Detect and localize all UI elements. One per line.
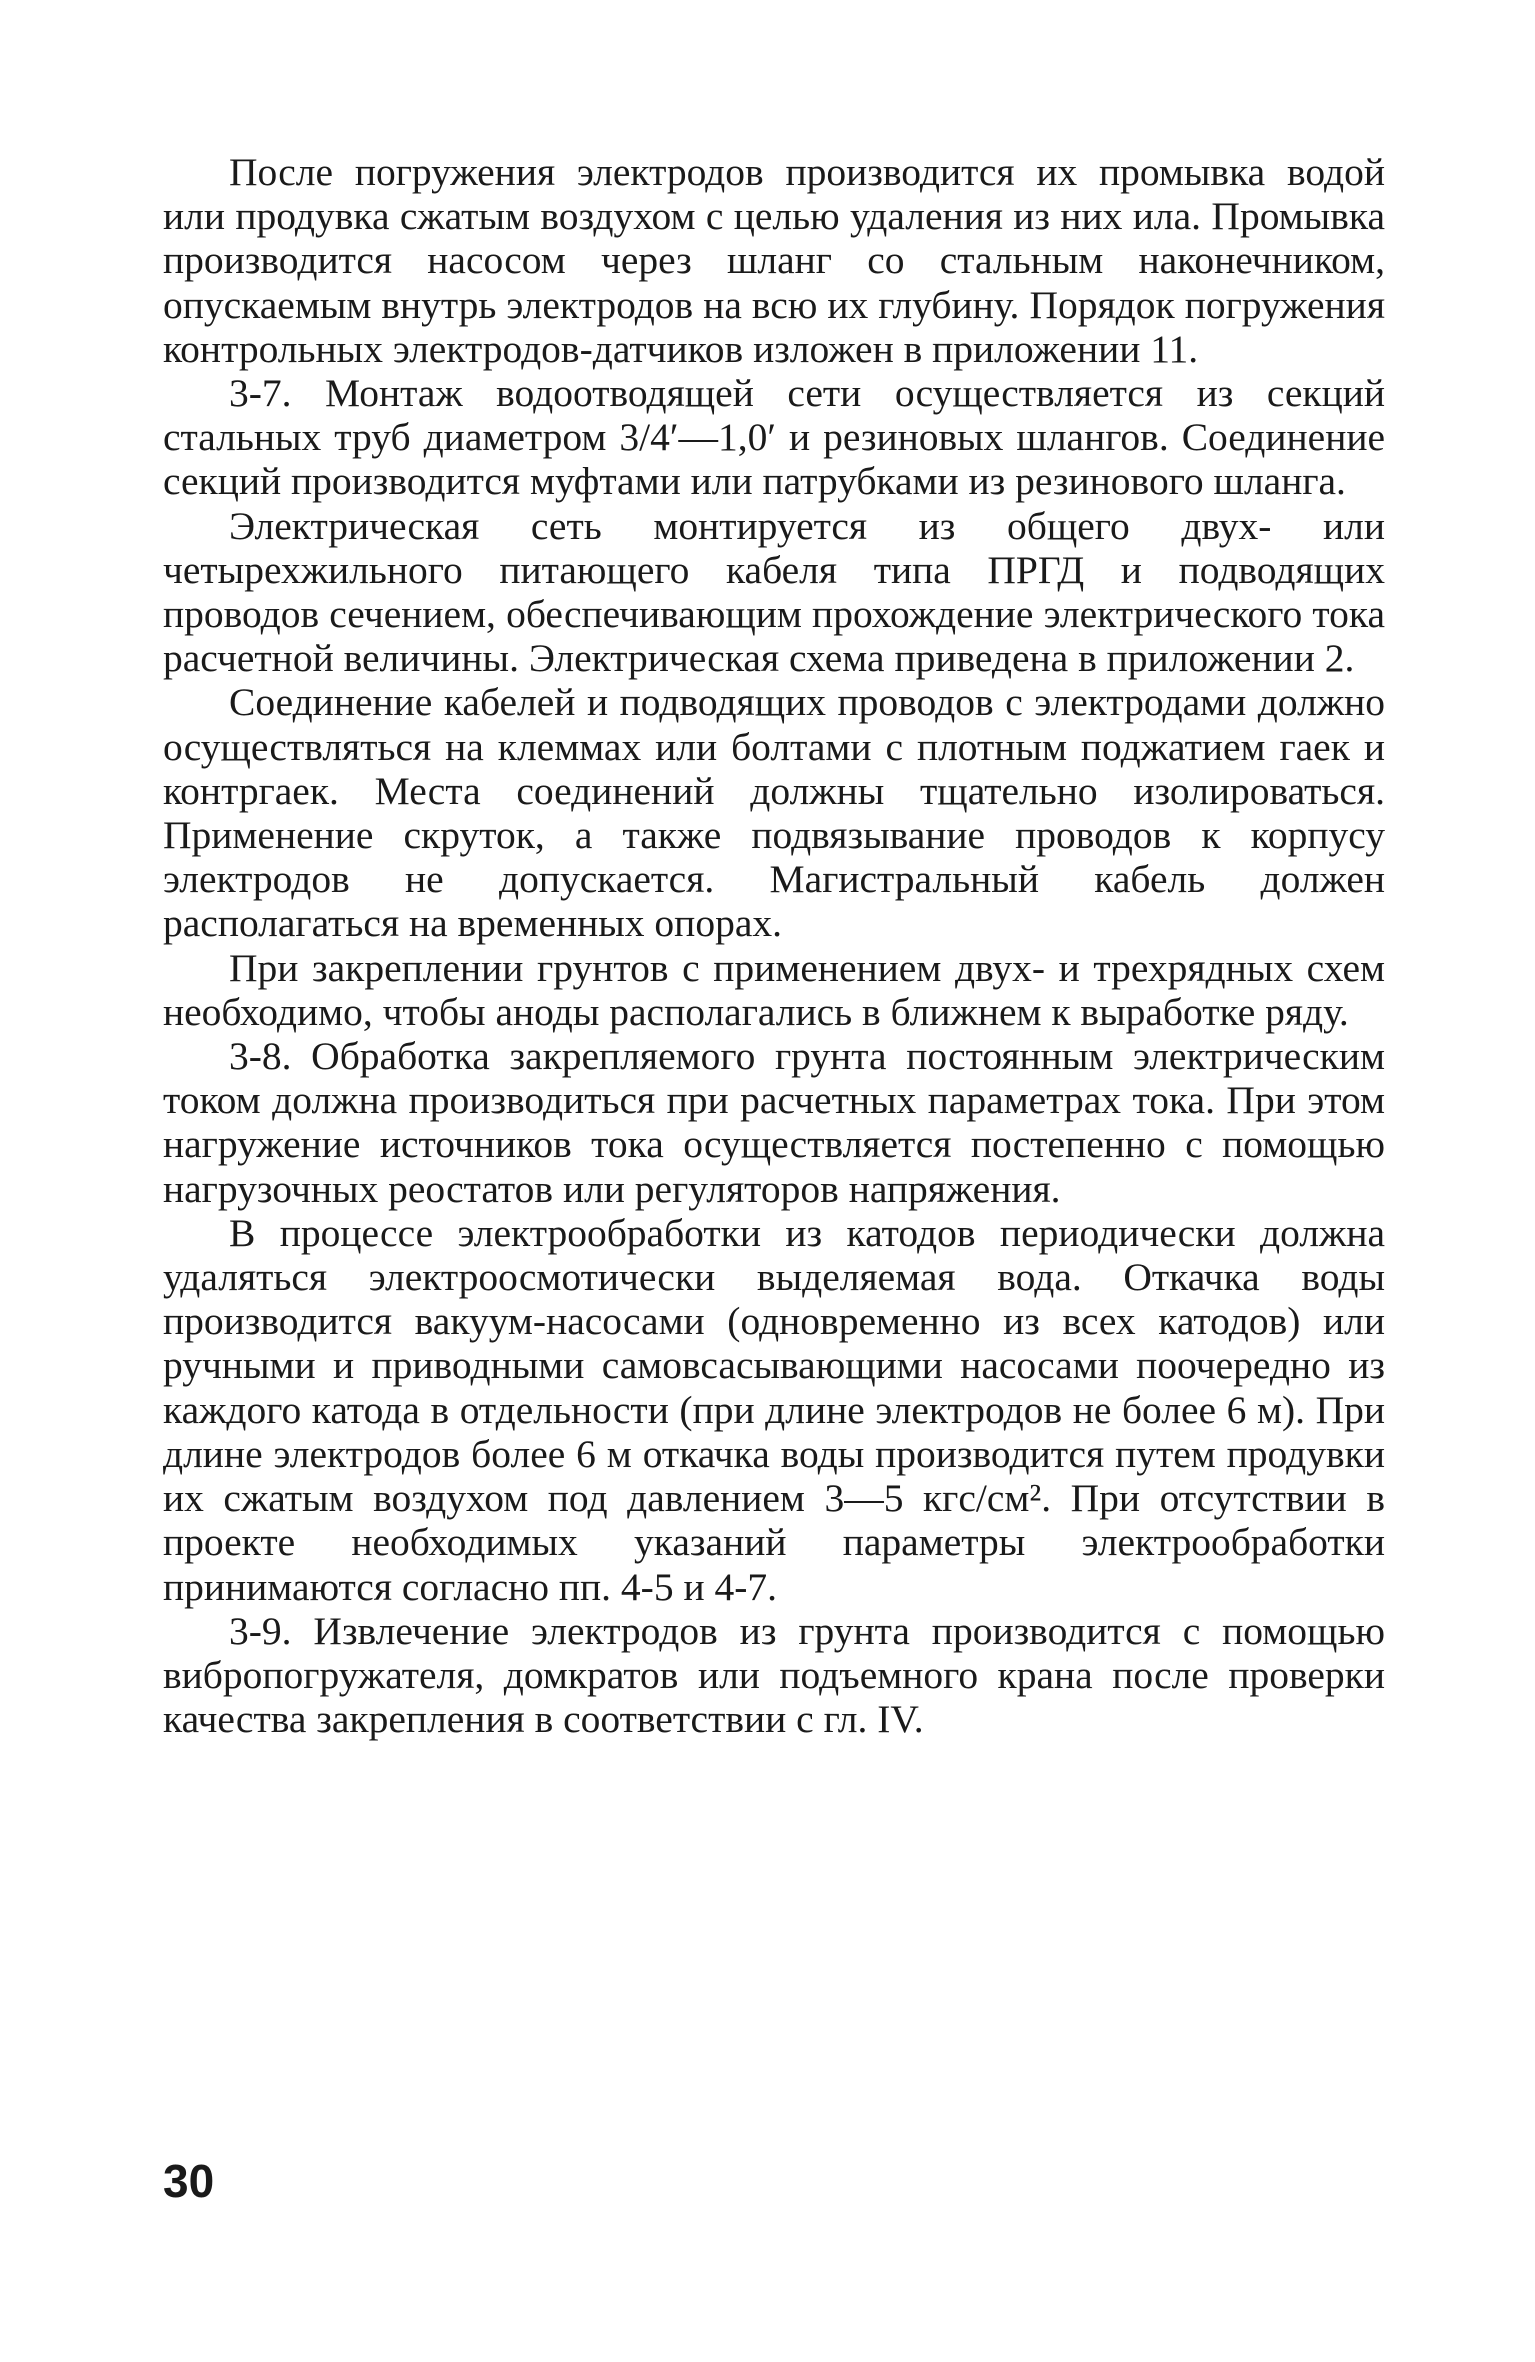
paragraph: Соединение кабелей и подводящих проводов с электродами должно осуществляться на клеммах или болтами с плотным поджатием гаек и контргаек. Места соединений должны тщательно изолироваться. Применение скруток, а также подвязывание проводов к корпусу электродов не допускается. Магистральный кабель должен располагаться на временных опорах. — [163, 680, 1385, 946]
page-number: 30 — [163, 2155, 215, 2207]
paragraph: 3-7. Монтаж водоотводящей сети осуществляется из секций стальных труб диаметром 3/4′—1,0′ и резиновых шлангов. Соединение секций производится муфтами или патрубками из резинового шланга. — [163, 371, 1385, 504]
paragraph: Электрическая сеть монтируется из общего двух- или четырехжильного питающего кабеля типа ПРГД и подводящих проводов сечением, обеспечивающим прохождение электрического тока расчетной величины. Электрическая схема приведена в приложении 2. — [163, 503, 1385, 681]
paragraph: 3-9. Извлечение электродов из грунта производится с помощью вибропогружателя, домкратов или подъемного крана после проверки качества закрепления в соответствии с гл. IV. — [163, 1608, 1385, 1742]
paragraph: При закреплении грунтов с применением двух- и трехрядных схем необходимо, чтобы аноды располагались в ближнем к выработке ряду. — [163, 945, 1385, 1034]
paragraph: В процессе электрообработки из катодов периодически должна удаляться электроосмотически выделяемая вода. Откачка воды производится вакуум-насосами (одновременно из всех катодов) или ручными и приводными самовсасывающими насосами поочередно из каждого катода в отдельности (при длине электродов не более 6 м). При длине электродов более 6 м откачка воды производится путем продувки их сжатым воздухом под давлением 3—5 кгс/см². При отсутствии в проекте необходимых указаний параметры электрообработки принимаются согласно пп. 4-5 и 4-7. — [163, 1210, 1385, 1609]
paragraph: 3-8. Обработка закрепляемого грунта постоянным электрическим током должна производиться при расчетных параметрах тока. При этом нагружение источников тока осуществляется постепенно с помощью нагрузочных реостатов или регуляторов напряжения. — [163, 1034, 1385, 1211]
paragraph: После погружения электродов производится их промывка водой или продувка сжатым воздухом с целью удаления из них ила. Промывка производится насосом через шланг со стальным наконечником, опускаемым внутрь электродов на всю их глубину. Порядок погружения контрольных электродов-датчиков изложен в приложении 11. — [163, 150, 1385, 371]
body-text — [163, 150, 1385, 1741]
